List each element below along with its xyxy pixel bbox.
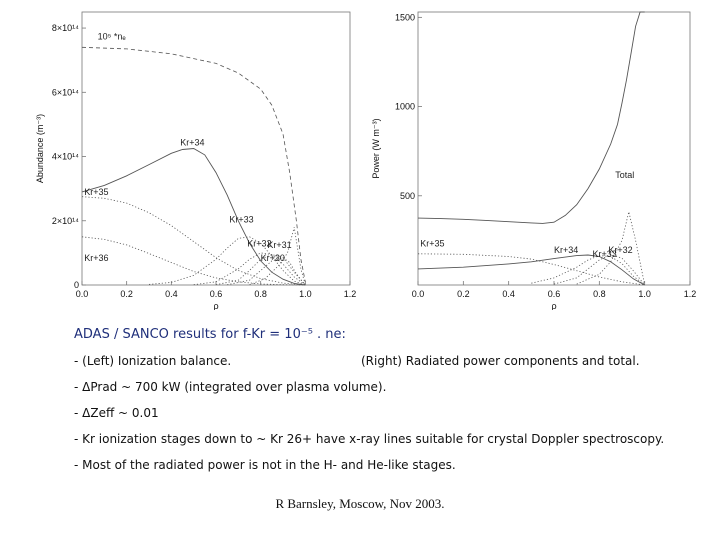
power-series-kr-33 (531, 256, 644, 285)
power-series-annotation: Kr+34 (554, 244, 579, 255)
power-x-tick-label: 1.2 (683, 289, 697, 299)
power-series-annotation: Kr+32 (608, 244, 633, 255)
footer-credit: R Barnsley, Moscow, Nov 2003. (275, 496, 445, 511)
power-x-tick-label: 0.2 (457, 289, 470, 299)
abundance-x-tick-label: 0.6 (209, 289, 223, 299)
abundance-x-tick-label: 0.8 (254, 289, 267, 299)
abundance-y-tick-label: 4×10¹⁴ (51, 151, 79, 162)
power-series-annotation: Kr+35 (420, 238, 445, 249)
abundance-y-tick-label: 8×10¹⁴ (51, 23, 79, 34)
abundance-plot-frame (82, 12, 350, 285)
caption-line-4: - Kr ionization stages down to ~ Kr 26+ have x-ray lines suitable for crystal Doppler spectroscopy. (74, 432, 665, 446)
power-x-tick-label: 0.8 (593, 289, 606, 299)
power-series-annotation: Kr+33 (592, 248, 617, 259)
ionization-balance-chart (20, 0, 370, 310)
abundance-y-tick-label: 2×10¹⁴ (51, 215, 79, 226)
caption-line-3: - ΔZeff ~ 0.01 (74, 406, 159, 420)
abundance-x-tick-label: 0.4 (165, 289, 178, 299)
abundance-series-annotation: Kr+33 (229, 214, 254, 225)
radiated-power-chart (360, 0, 710, 310)
power-x-tick-label: 1.0 (638, 289, 651, 299)
power-y-tick-label: 1000 (394, 101, 415, 112)
power-series-annotation: Total (615, 169, 635, 180)
power-x-tick-label: 0.6 (547, 289, 561, 299)
caption-line-1-left: - (Left) Ionization balance. (74, 354, 232, 368)
abundance-series-annotation: Kr+34 (180, 137, 205, 148)
caption (74, 322, 704, 478)
abundance-y-axis-label: Abundance (m⁻³) (35, 113, 45, 184)
abundance-series-annotation: 10⁵ *nₑ (97, 31, 126, 42)
power-x-axis-label: ρ (551, 301, 557, 310)
abundance-x-tick-label: 1.2 (343, 289, 357, 299)
power-series-total (418, 12, 645, 223)
power-series-kr-34 (418, 255, 645, 285)
abundance-y-tick-label: 0 (73, 280, 79, 290)
abundance-x-tick-label: 0.0 (75, 289, 89, 299)
power-series-kr-32 (554, 255, 645, 285)
abundance-series-annotation: Kr+32 (247, 238, 272, 249)
power-y-tick-label: 1500 (394, 12, 415, 23)
abundance-x-tick-label: 0.2 (120, 289, 133, 299)
caption-title: ADAS / SANCO results for f-Kr = 10⁻⁵ . ne: (74, 327, 346, 342)
abundance-series-kr-34 (82, 149, 305, 286)
power-y-axis-label: Power (W m⁻³) (371, 118, 381, 179)
caption-line-5: - Most of the radiated power is not in the H- and He-like stages. (74, 458, 456, 472)
abundance-series-annotation: Kr+31 (267, 240, 292, 251)
abundance-series-annotation: Kr+35 (84, 187, 109, 198)
abundance-y-tick-label: 6×10¹⁴ (51, 87, 79, 98)
power-x-tick-label: 0.4 (502, 289, 515, 299)
abundance-series-annotation: Kr+36 (84, 252, 109, 263)
caption-line-1 (74, 348, 704, 374)
caption-line-2: - ΔPrad ~ 700 kW (integrated over plasma volume). (74, 380, 387, 394)
abundance-x-tick-label: 1.0 (299, 289, 312, 299)
power-y-tick-label: 500 (399, 190, 415, 201)
abundance-x-axis-label: ρ (213, 301, 219, 310)
abundance-series-annotation: Kr+30 (260, 252, 285, 263)
power-x-tick-label: 0.0 (411, 289, 425, 299)
caption-line-1-right: (Right) Radiated power components and total. (361, 354, 640, 368)
